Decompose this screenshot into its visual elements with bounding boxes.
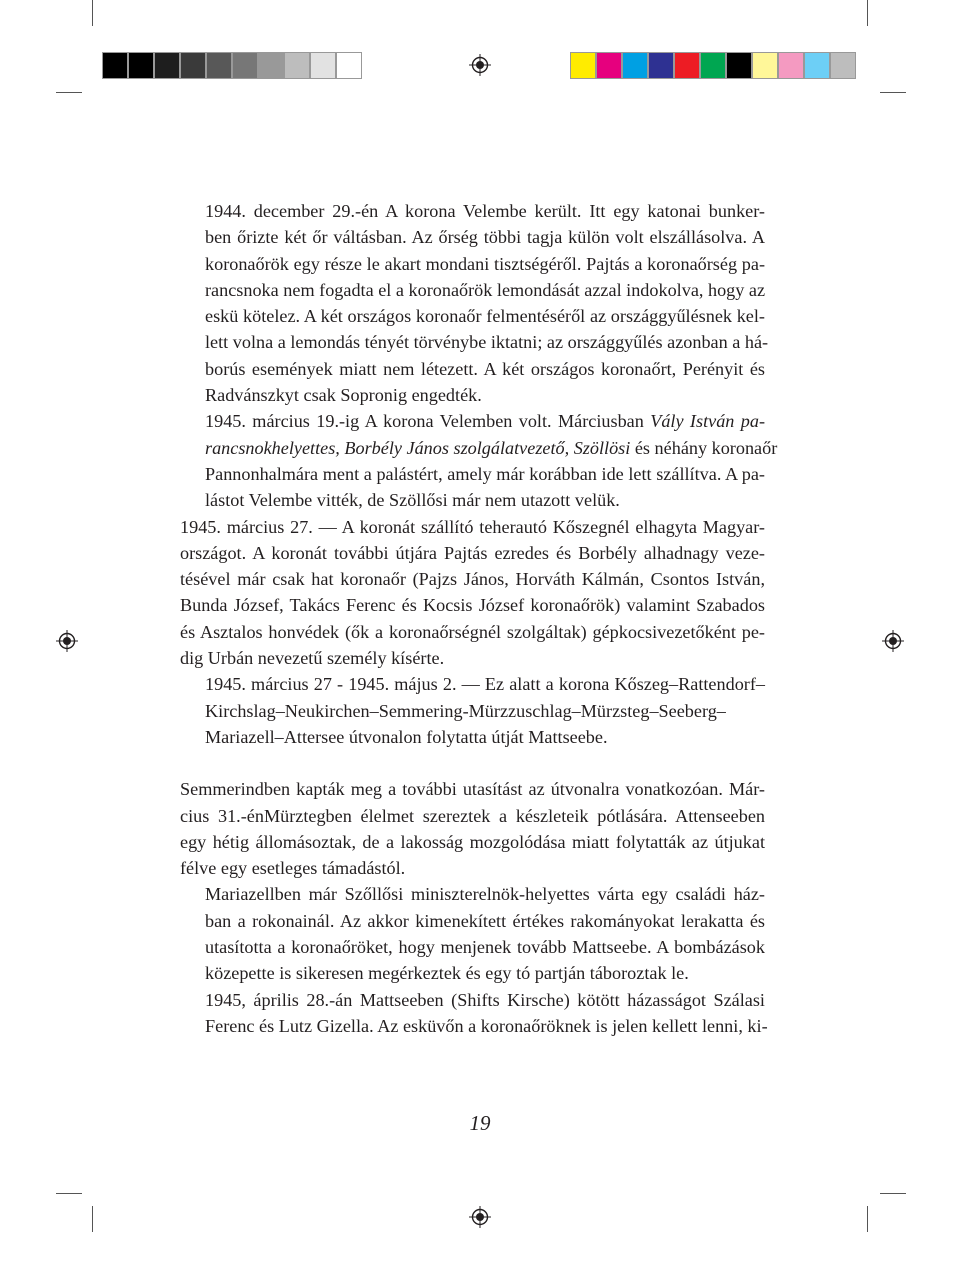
gray-swatch: [206, 52, 232, 79]
registration-mark-icon: [469, 54, 491, 76]
text-line: Radvánszkyt csak Sopronig engedték.: [205, 385, 482, 406]
gray-swatch: [284, 52, 310, 79]
gray-swatch: [310, 52, 336, 79]
text-line: 1944. december 29.-én A korona Velembe került. Itt egy katonai bunker-: [205, 201, 765, 221]
body-text: [180, 198, 778, 1039]
gray-calibration-bar: [102, 52, 362, 79]
page-number: 19: [469, 1111, 491, 1135]
color-swatch: [674, 52, 700, 79]
text-line: lástot Velembe vitték, de Szöllősi már nem utazott velük.: [205, 490, 620, 511]
text-line: Mariazellben már Szőllősi miniszterelnök-helyettes várta egy családi ház-: [205, 884, 765, 905]
color-swatch: [570, 52, 596, 79]
gray-swatch: [102, 52, 128, 79]
text-line: Kirchslag–Neukirchen–Semmering-Mürzzuschlag–Mürzsteg–Seeberg–: [205, 700, 726, 721]
text-line: cius 31.-énMürztegben élelmet szereztek a készleteik pótlására. Attenseeben: [180, 805, 765, 826]
paragraph: [180, 198, 769, 408]
color-calibration-bar: [570, 52, 856, 79]
paragraph: [180, 408, 778, 513]
text-line: tésével már csak hat koronaőr (Pajzs János, Horváth Kálmán, Csontos István,: [180, 569, 765, 590]
registration-mark-icon: [882, 630, 904, 652]
gray-swatch: [336, 52, 362, 79]
text-line: [180, 435, 778, 461]
paragraph: [180, 671, 765, 750]
gray-swatch: [258, 52, 284, 79]
text-line: 1945. március 27 - 1945. május 2. — Ez alatt a korona Kőszeg–Rattendorf–: [205, 674, 765, 695]
paragraph: [180, 776, 765, 881]
text-line: eskü kötelez. A két országos koronaőr felmentéséről az országgyűlésnek kel-: [205, 306, 765, 327]
color-swatch: [752, 52, 778, 79]
text-line: Semmerindben kapták meg a további utasítást az útvonalra vonatkozóan. Már-: [180, 779, 765, 800]
paragraph: [180, 514, 765, 672]
text-line: utasította a koronaőröket, hogy menjenek tovább Mattseebe. A bombázások: [205, 937, 765, 958]
text-run: 1945. március 19.-ig A korona Velemben volt. Márciusban: [205, 411, 651, 432]
gray-swatch: [128, 52, 154, 79]
text-line: dig Urbán nevezetű személy kísérte.: [180, 648, 445, 669]
color-swatch: [700, 52, 726, 79]
paragraph: [180, 881, 765, 986]
color-swatch: [648, 52, 674, 79]
text-line: koronaőrök egy része le akart mondani tisztségéről. Pajtás a koronaőrség pa-: [205, 253, 765, 274]
text-line: Bunda József, Takács Ferenc és Kocsis József koronaőrök) valamint Szabados: [180, 595, 765, 616]
text-line: ban a rokonainál. Az akkor kimenekített értékes rakományokat lerakatta és: [205, 910, 765, 931]
text-line: közepette is sikeresen megérkeztek és egy tó partján táboroztak le.: [205, 963, 689, 984]
italic-names: rancsnokhelyettes, Borbély János szolgálatvezető, Szöllösi: [205, 437, 631, 458]
text-line: borús események miatt nem létezett. A két országos koronaőrt, Perényit és: [205, 358, 765, 379]
text-line: 1945. március 27. — A koronát szállító teherautó Kőszegnél elhagyta Magyar-: [180, 516, 765, 537]
gray-swatch: [232, 52, 258, 79]
color-swatch: [622, 52, 648, 79]
text-line: 1945, április 28.-án Mattseeben (Shifts Kirsche) kötött házasságot Szálasi: [205, 989, 765, 1010]
text-line: lett volna a lemondás tényét törvénybe iktatni; az országgyűlés azonban a há-: [205, 332, 769, 353]
text-line: félve egy esetleges támadástól.: [180, 858, 406, 879]
registration-mark-icon: [56, 630, 78, 652]
color-swatch: [778, 52, 804, 79]
color-swatch: [830, 52, 856, 79]
text-line: ben őrizte két őr váltásban. Az őrség többi tagja külön volt elszállásolva. A: [205, 227, 765, 248]
registration-mark-icon: [469, 1206, 491, 1228]
text-line: rancsnoka nem fogadta el a koronaőrök lemondását azzal indokolva, hogy az: [205, 279, 766, 300]
color-swatch: [596, 52, 622, 79]
color-swatch: [726, 52, 752, 79]
gray-swatch: [180, 52, 206, 79]
text-line: Mariazell–Attersee útvonalon folytatta útját Mattseebe.: [205, 726, 608, 747]
text-line: Pannonhalmára ment a palástért, amely már korábban ide lett szállítva. A pa-: [205, 463, 765, 484]
text-line: [180, 408, 765, 434]
text-line: egy hétig állomásoztak, de a lakosság mozgolódása miatt folytatták az útjukat: [180, 831, 765, 852]
text-line: és Asztalos honvédek (ők a koronaőrségnél szolgáltak) gépkocsivezetőként pe-: [180, 621, 765, 642]
text-line: Ferenc és Lutz Gizella. Az esküvőn a koronaőröknek is jelen kellett lenni, ki-: [205, 1015, 768, 1036]
text-line: országot. A koronát további útjára Pajtás ezredes és Borbély alhadnagy veze-: [180, 542, 765, 563]
italic-names: Vály István pa-: [650, 411, 766, 432]
color-swatch: [804, 52, 830, 79]
text-run: és néhány koronaőr: [630, 437, 778, 458]
gray-swatch: [154, 52, 180, 79]
paragraph: [180, 987, 768, 1040]
